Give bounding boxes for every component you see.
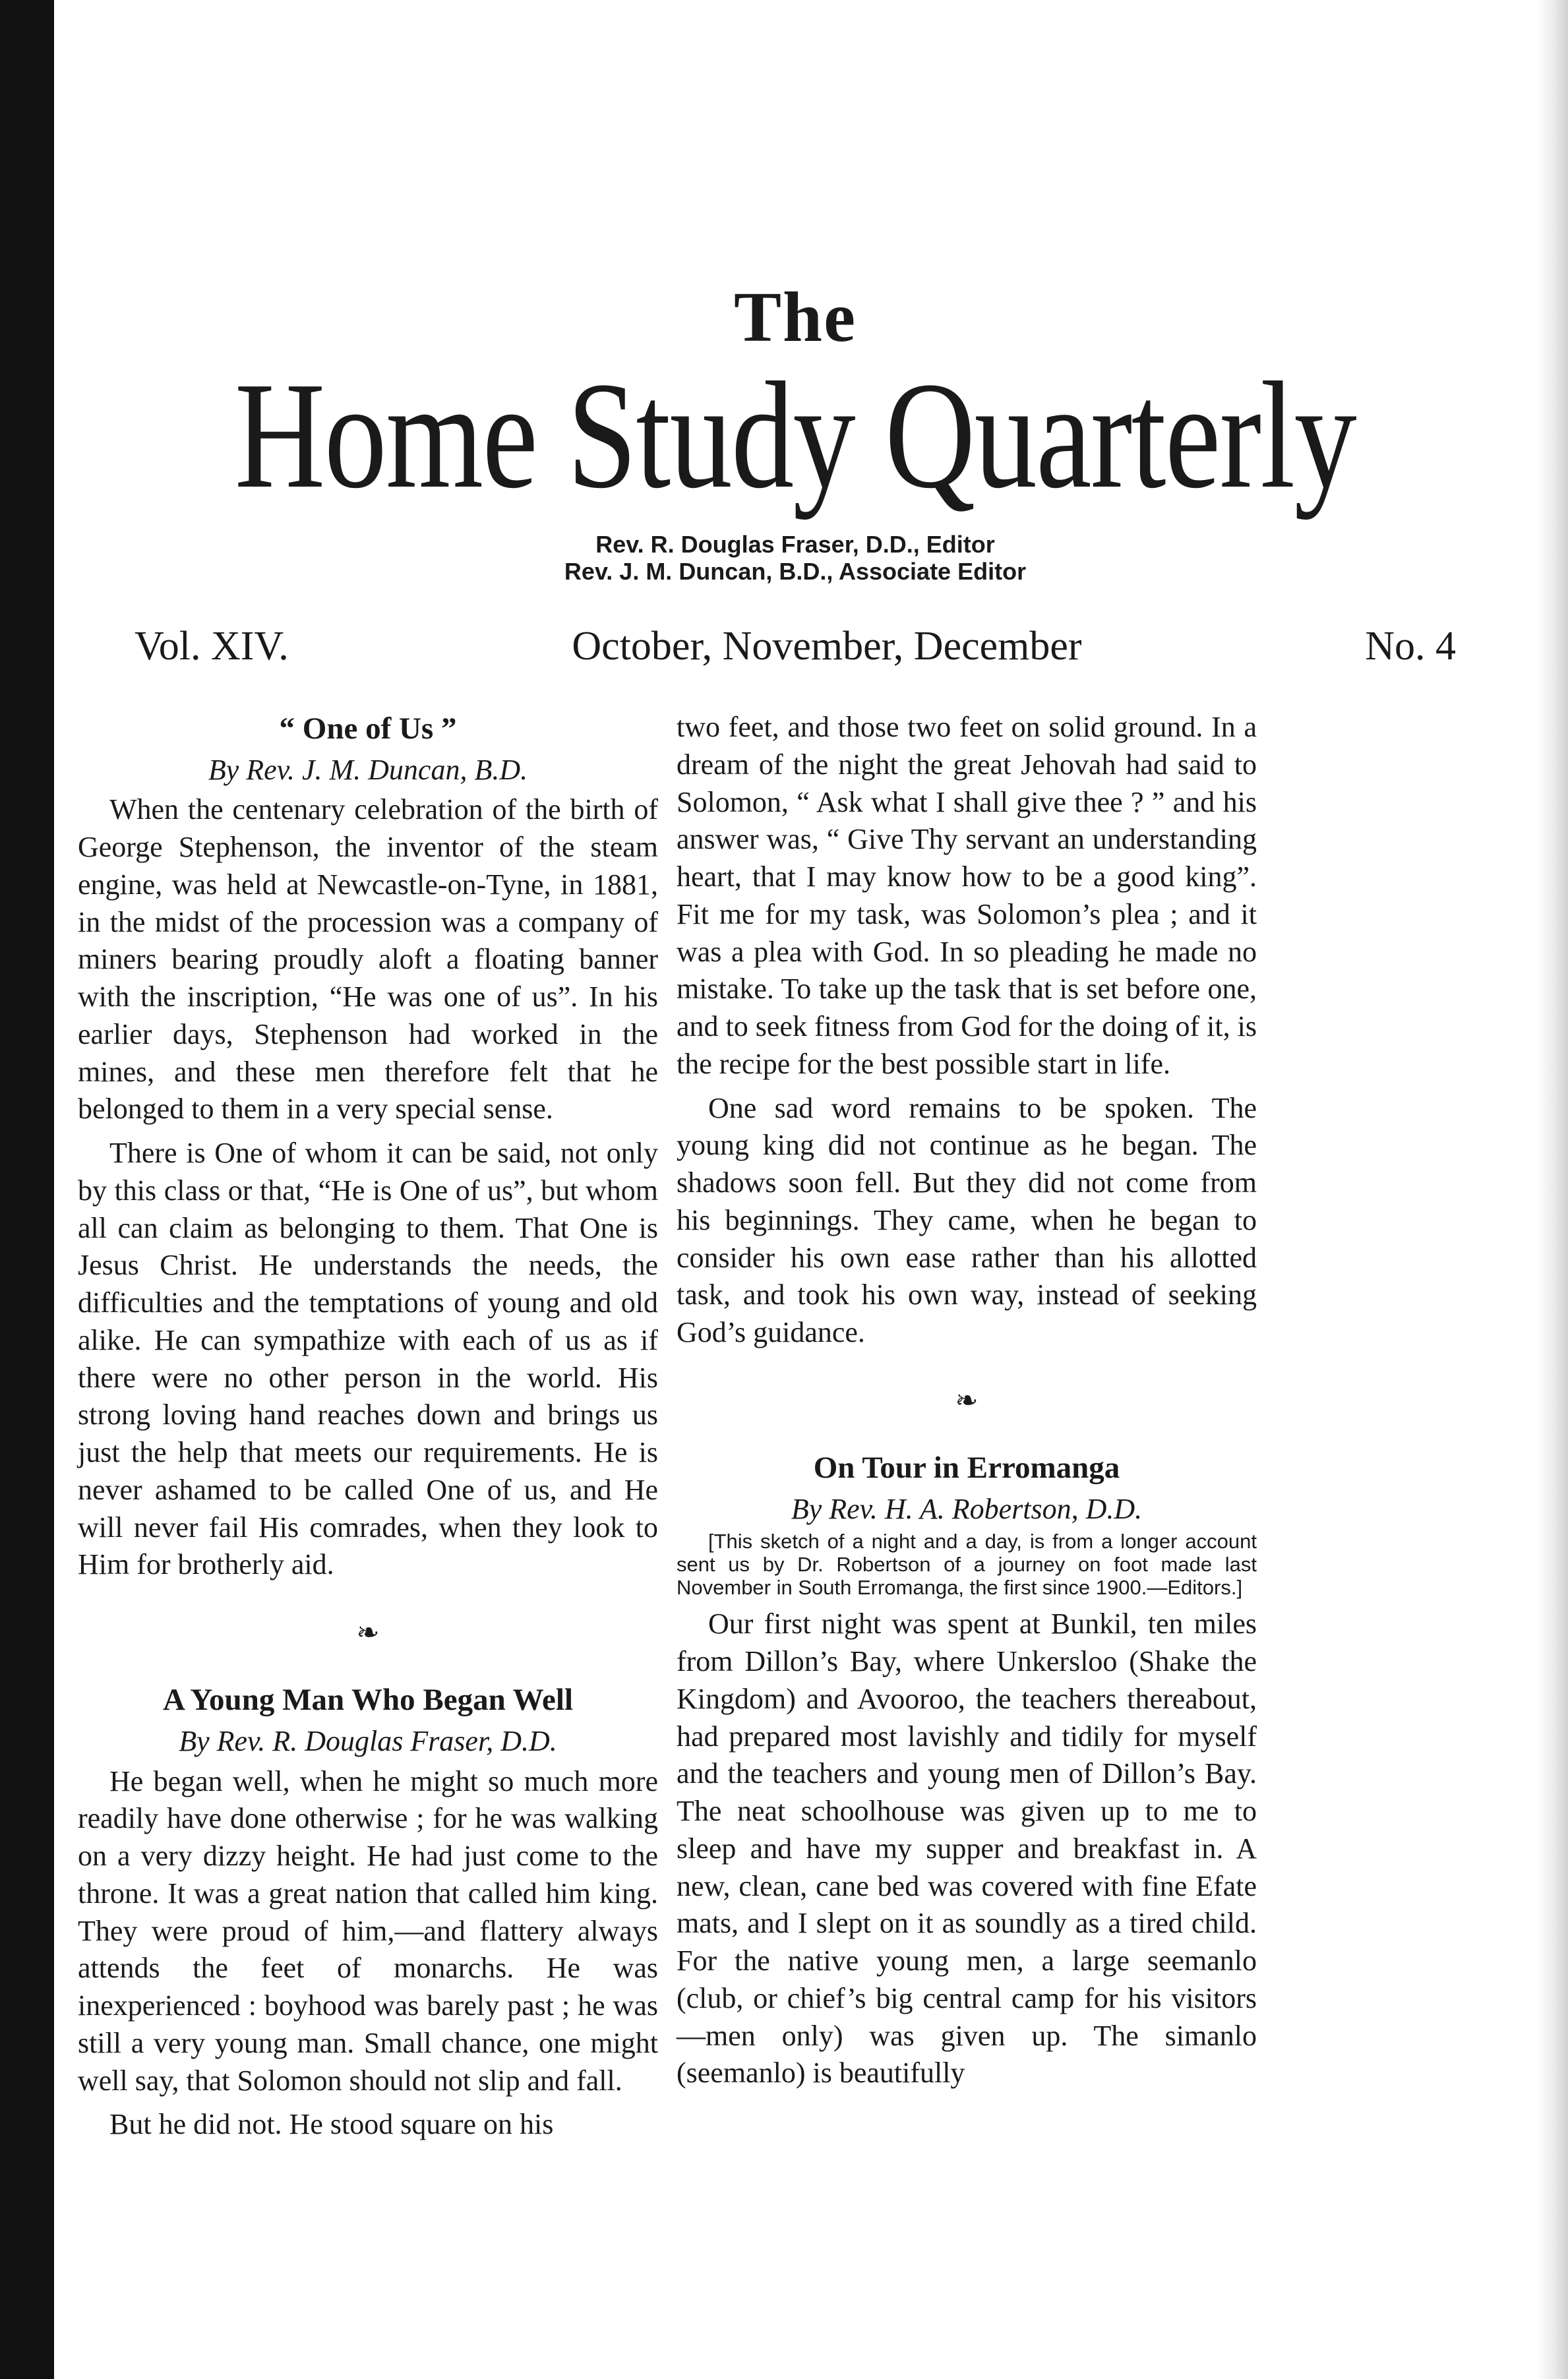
left-column xyxy=(78,709,658,2150)
volume-label: Vol. XIV. xyxy=(135,624,289,669)
editorial-note: [This sketch of a night and a day, is from a longer account sent us by Dr. Robertson of a journey on foot made last November in South Erromanga, the first since 1900.—Editors.] xyxy=(677,1530,1257,1599)
issue-line xyxy=(135,623,1456,670)
paragraph: There is One of whom it can be said, not only by this class or that, “He is One of us”, but whom all can claim as belonging to them. That One is Jesus Christ. He understands the needs, the difficulties and the temptations of young and old alike. He can sympathize with each of us as if there were no other person in the world. His strong loving hand reaches down and brings us just the help that meets our requirements. He is never ashamed to be called One of us, and He will never fail His comrades, when they look to Him for brotherly aid. xyxy=(78,1137,658,1581)
article-title: On Tour in Erromanga xyxy=(813,1450,1120,1485)
article-title: A Young Man Who Began Well xyxy=(162,1683,574,1718)
paragraph: two feet, and those two feet on solid ground. In a dream of the night the great Jehovah had said to Solomon, “ Ask what I shall give thee ? ” and his answer was, “ Give Thy servant an understanding heart, that I may know how to be a good king”. Fit me for my task, was Solomon’s plea ; and it was a plea with God. In so pleading he made no mistake. To take up the task that is set before one, and to seek fitness from God for the doing of it, is the recipe for the best possible start in life. xyxy=(677,711,1257,1080)
fleuron-ornament: ❧ xyxy=(955,1385,979,1416)
paragraph: One sad word remains to be spoken. The young king did not continue as he began. The shadows soon fell. But they did not come from his beginnings. They came, when he began to consider his own ease rather than his allotted task, and took his own way, instead of seeking God’s guidance. xyxy=(677,1091,1257,1348)
article-byline: By Rev. R. Douglas Fraser, D.D. xyxy=(179,1724,557,1757)
article-one-of-us xyxy=(78,709,658,1584)
editors-block xyxy=(54,531,1536,586)
fleuron-ornament: ❧ xyxy=(356,1618,380,1649)
masthead-title: Home Study Quarterly xyxy=(234,351,1356,520)
issue-number: No. 4 xyxy=(1365,624,1456,669)
masthead-article: The xyxy=(733,278,857,357)
paragraph: When the centenary celebration of the birth of George Stephenson, the inventor of the steam engine, was held at Newcastle-on-Tyne, in 1881, in the midst of the procession was a company of miners bearing proudly aloft a floating banner with the inscription, “He was one of us”. In his earlier days, Stephenson had worked in the mines, and these men therefore felt that he belonged to them in a very special sense. xyxy=(78,793,658,1126)
right-column xyxy=(677,709,1257,2099)
editor-line: Rev. R. Douglas Fraser, D.D., Editor xyxy=(595,531,995,558)
paragraph: Our first night was spent at Bunkil, ten miles from Dillon’s Bay, where Unkersloo (Shake the Kingdom) and Avooroo, the teachers thereabout, had prepared most lavishly and tidily for myself and the teachers and young men of Dillon’s Bay. The neat schoolhouse was given up to me to sleep and have my supper and breakfast in. A new, clean, cane bed was covered with fine Efate mats, and I slept on it as soundly as a tired child. For the native young men, a large seemanlo (club, or chief’s big central camp for his visitors—men only) was given up. The simanlo (seemanlo) is beautifully xyxy=(677,1608,1257,2090)
paragraph: But he did not. He stood square on his xyxy=(109,2108,554,2141)
article-byline: By Rev. H. A. Robertson, D.D. xyxy=(791,1492,1143,1525)
article-erromanga xyxy=(677,1448,1257,2092)
period-label: October, November, December xyxy=(572,624,1082,669)
paragraph: He began well, when he might so much more readily have done otherwise ; for he was walking on a very dizzy height. He had just come to the throne. It was a great nation that called him king. They were proud of him,—and flattery always attends the feet of monarchs. He was inexperienced : boyhood was barely past ; he was still a very young man. Small chance, one might well say, that Solomon should not slip and fall. xyxy=(78,1764,658,2097)
binding-spine xyxy=(0,0,54,2379)
article-young-man xyxy=(78,1680,658,2144)
article-byline: By Rev. J. M. Duncan, B.D. xyxy=(208,753,528,786)
associate-editor-line: Rev. J. M. Duncan, B.D., Associate Editor xyxy=(564,558,1027,586)
article-title: “ One of Us ” xyxy=(279,711,457,746)
page-edge xyxy=(1536,0,1568,2379)
